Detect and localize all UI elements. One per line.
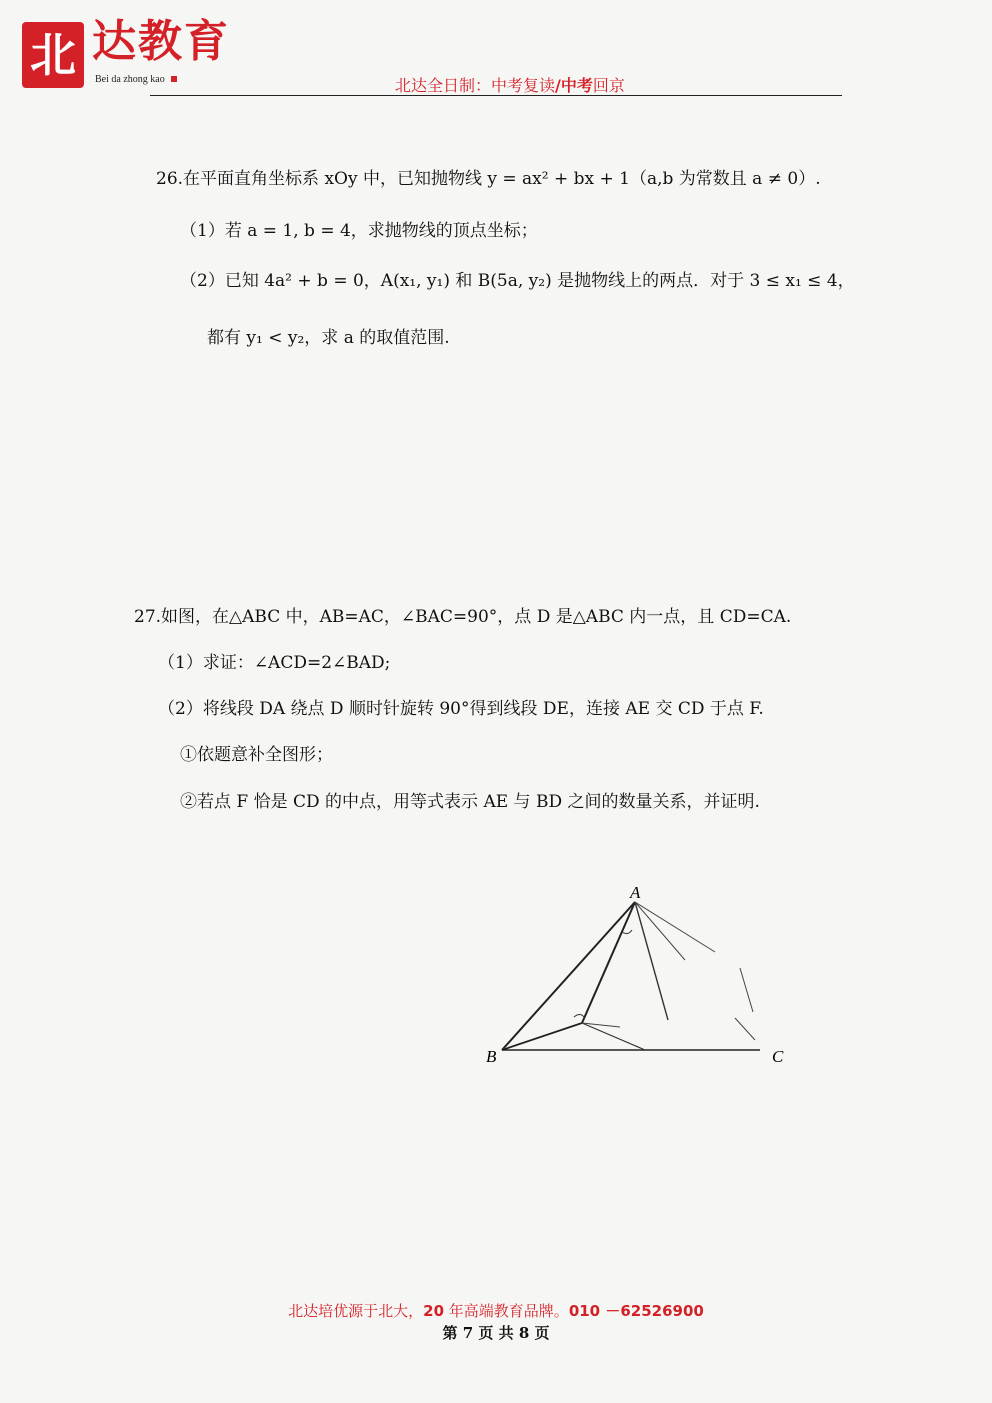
- logo-subtitle: [95, 74, 177, 85]
- footer-promo: [0, 1300, 992, 1321]
- tagline-part-c: 回京: [592, 76, 625, 95]
- sketch-line-5: [735, 1018, 755, 1040]
- label-a: A: [630, 883, 641, 902]
- header-divider: [150, 95, 842, 96]
- label-c: C: [772, 1047, 784, 1066]
- q26-part2-cont: 都有 y₁ < y₂，求 a 的取值范围.: [207, 328, 450, 348]
- q26-part1: （1）若 a = 1, b = 4，求抛物线的顶点坐标；: [180, 221, 538, 241]
- q26-part2: （2）已知 4a² + b = 0，A(x₁, y₁) 和 B(5a, y₂) 是抛物线上的两点．对于 3 ≤ x₁ ≤ 4，: [180, 271, 855, 291]
- promo-part-b: 20: [423, 1302, 445, 1320]
- label-b: B: [486, 1047, 497, 1066]
- promo-phone: 010 －62526900: [568, 1302, 704, 1320]
- q26-stem: 26.在平面直角坐标系 xOy 中，已知抛物线 y = ax² + bx + 1（a,b 为常数且 a ≠ 0）.: [156, 169, 821, 189]
- header-tagline: [395, 73, 625, 96]
- logo: [22, 22, 84, 88]
- triangle-figure: [470, 880, 810, 1080]
- page-number: 第 7 页 共 8 页: [442, 1324, 550, 1342]
- q27-sub2: ②若点 F 恰是 CD 的中点，用等式表示 AE 与 BD 之间的数量关系，并证明.: [180, 792, 760, 812]
- sketch-line-4: [740, 968, 753, 1012]
- segment-dc: [582, 1023, 645, 1050]
- q27-part1: （1）求证：∠ACD=2∠BAD;: [158, 653, 391, 673]
- tagline-part-a: 北达全日制：中考复读: [395, 76, 556, 95]
- angle-mark-d: [574, 1015, 584, 1018]
- q27-stem: 27.如图，在△ABC 中，AB=AC，∠BAC=90°，点 D 是△ABC 内一点，且 CD=CA.: [134, 607, 792, 627]
- q27-sub1: ①依题意补全图形；: [180, 745, 333, 765]
- logo-char: 北: [30, 28, 76, 82]
- logo-text: 达教育: [92, 16, 230, 67]
- promo-part-c: 年高端教育品牌。: [444, 1302, 569, 1320]
- logo-subtitle-text: Bei da zhong kao: [95, 74, 165, 85]
- square-icon: [171, 76, 177, 82]
- segment-ad: [582, 902, 635, 1023]
- q27-part2: （2）将线段 DA 绕点 D 顺时针旋转 90°得到线段 DE，连接 AE 交 CD 于点 F.: [158, 699, 764, 719]
- promo-part-a: 北达培优源于北大，: [288, 1302, 424, 1320]
- tagline-part-b: /中考: [555, 76, 593, 95]
